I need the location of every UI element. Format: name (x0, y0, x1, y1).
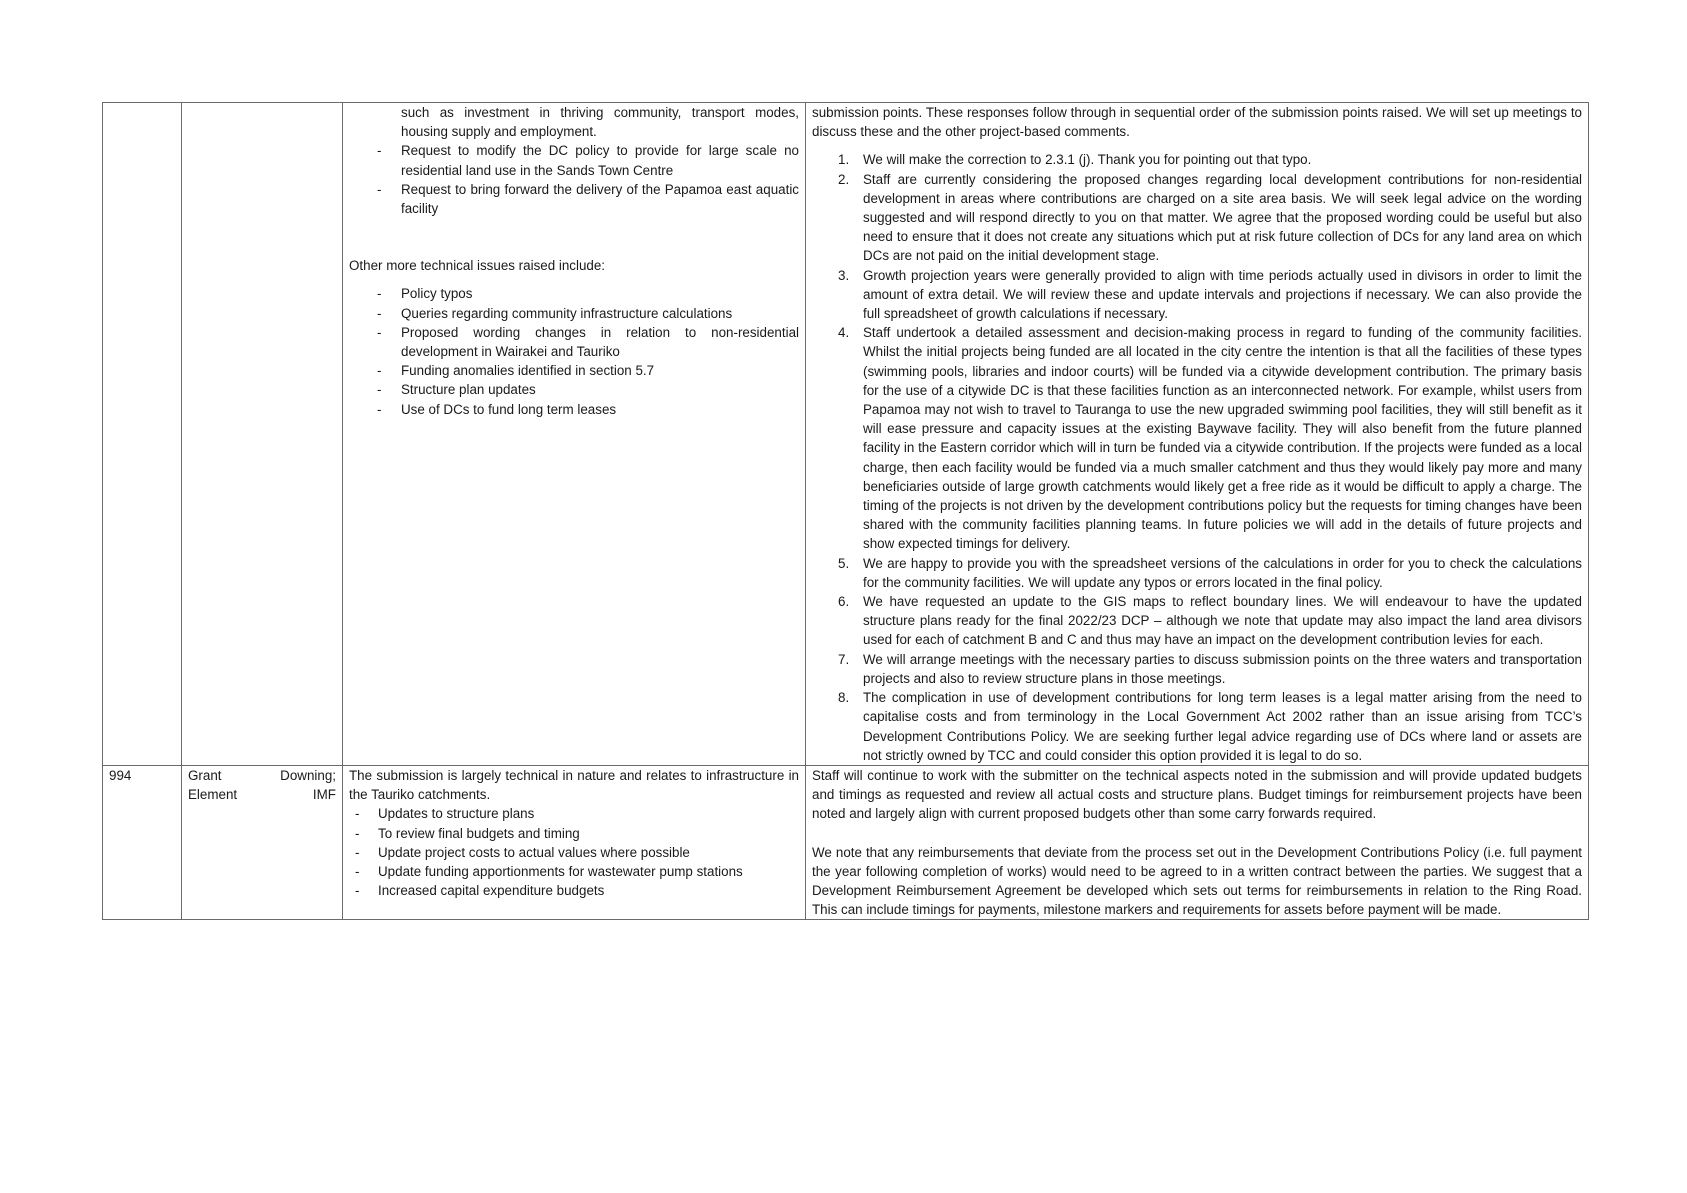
list-item: - Queries regarding community infrastructure calculations (349, 304, 799, 323)
summary-intro: The submission is largely technical in nature and relates to infrastructure in the Tauriko catchments. (349, 767, 799, 803)
list-text: We have requested an update to the GIS maps to reflect boundary lines. We will endeavour to have the updated structure plans ready for the final 2022/23 DCP – although we note that update may also impact the land area divisors used for each of catchment B and C and thus may have an impact on the development contribution levies for each. (863, 594, 1582, 648)
technical-issues-list (349, 284, 799, 418)
list-item (812, 266, 1582, 324)
list-number: 7. (838, 651, 850, 667)
list-item: - Structure plan updates (349, 380, 799, 399)
list-text: Staff undertook a detailed assessment and decision-making process in regard to funding of the community facilities. Whilst the initial projects being funded are all located in the city centre the intention is that all the facilities of these types (swimming pools, libraries and indoor courts) will be funded via a citywide development contribution. The primary basis for the use of a citywide DC is that these facilities function as an interconnected network. For example, whilst users from Papamoa may not wish to travel to Tauranga to use the new upgraded swimming pool facilities, they will still benefit as it will ease pressure and capacity issues at the existing Baywave facility. They will also benefit from the future planned facility in the Eastern corridor which will in turn be funded via a citywide contribution. If the projects were funded as a local charge, then each facility would be funded via a much smaller catchment and thus they would likely pay more and many beneficiaries outside of large growth catchments would likely get a free ride as it would be difficult to apply a charge. The timing of the projects is not driven by the development contributions policy but the requests for timing changes have been shared with the community facilities planning teams. In future policies we will add in the details of future projects and show expected timings for delivery. (863, 325, 1582, 552)
summary-continued-list (349, 103, 799, 218)
summary-list (349, 804, 799, 900)
list-item: - Policy typos (349, 284, 799, 303)
list-item (812, 150, 1582, 169)
submitter-organisation: Element IMF (188, 787, 336, 803)
list-item: - Increased capital expenditure budgets (349, 881, 799, 900)
list-number: 6. (838, 594, 850, 610)
table-row (103, 765, 1589, 919)
response-paragraph: We note that any reimbursements that deviate from the process set out in the Development Contributions Policy (i.e. full payment the year following completion of works) would need to be agreed to in a written contract between the parties. We suggest that a Development Reimbursement Agreement be developed which sets out terms for reimbursements in relation to the Ring Road. This can include timings for payments, milestone markers and requirements for assets before payment will be made. (812, 844, 1582, 918)
response-intro: submission points. These responses follow through in sequential order of the submission points raised. We will set up meetings to discuss these and the other project-based comments. (812, 105, 1582, 140)
response-cell (806, 103, 1589, 766)
list-item (812, 554, 1582, 592)
response-list (812, 150, 1582, 765)
list-item: - Use of DCs to fund long term leases (349, 400, 799, 419)
list-item (812, 323, 1582, 553)
spacer (349, 218, 799, 256)
list-item: - Request to modify the DC policy to provide for large scale no residential land use in the Sands Town Centre (349, 141, 799, 179)
list-item: - Request to bring forward the delivery of the Papamoa east aquatic facility (349, 180, 799, 218)
submissions-table (102, 102, 1589, 920)
table-row (103, 103, 1589, 766)
list-item: such as investment in thriving community, transport modes, housing supply and employment. (401, 105, 799, 140)
submission-id-cell: 994 (103, 765, 182, 919)
list-number: 3. (838, 267, 850, 283)
summary-cell (343, 765, 806, 919)
list-item: - Update project costs to actual values where possible (349, 843, 799, 862)
submitter-cell (182, 765, 343, 919)
response-cell (806, 765, 1589, 919)
list-text: Growth projection years were generally provided to align with time periods actually used in divisors in order to limit the amount of extra detail. We will review these and update intervals and projections if necessary. We can also provide the full spreadsheet of growth calculations if necessary. (863, 267, 1582, 322)
response-paragraph: Staff will continue to work with the submitter on the technical aspects noted in the submission and will provide updated budgets and timings as requested and review all actual costs and structure plans. Budget timings for reimbursement projects have been noted and largely align with current proposed budgets other than some carry forwards required. (812, 767, 1582, 822)
technical-issues-intro: Other more technical issues raised include: (349, 258, 606, 274)
submitter-name: Grant Downing; (188, 767, 336, 783)
list-item: - Updates to structure plans (349, 804, 799, 823)
submission-id-cell (103, 103, 182, 766)
list-item (812, 650, 1582, 688)
spacer (812, 824, 1582, 843)
list-number: 2. (838, 171, 850, 187)
list-number: 8. (838, 690, 850, 706)
list-item (812, 592, 1582, 650)
list-item (812, 688, 1582, 765)
list-text: We will make the correction to 2.3.1 (j). Thank you for pointing out that typo. (863, 152, 1312, 168)
list-text: Staff are currently considering the proposed changes regarding local development contributions for non-residential development in areas where contributions are charged on a site area basis. We will seek legal advice on the wording suggested and will respond directly to you on that matter. We agree that the proposed wording could be useful but also need to ensure that it does not create any situations which put at risk future collection of DCs for any land area on which DCs are not paid on the initial development stage. (863, 171, 1582, 264)
list-item: - Proposed wording changes in relation to non-residential development in Wairakei and Tauriko (349, 323, 799, 361)
spacer (349, 275, 799, 284)
list-number: 5. (838, 555, 850, 571)
summary-cell (343, 103, 806, 766)
list-item: - Funding anomalies identified in section 5.7 (349, 361, 799, 380)
list-item: - To review final budgets and timing (349, 824, 799, 843)
submitter-cell (182, 103, 343, 766)
list-number: 4. (838, 325, 850, 341)
list-text: We are happy to provide you with the spreadsheet versions of the calculations in order for you to check the calculations for the community facilities. We will update any typos or errors located in the final policy. (863, 555, 1582, 590)
list-item (812, 170, 1582, 266)
list-text: We will arrange meetings with the necessary parties to discuss submission points on the three waters and transportation projects and also to review structure plans in those meetings. (863, 651, 1582, 686)
list-number: 1. (838, 152, 850, 168)
list-text: The complication in use of development contributions for long term leases is a legal matter arising from the need to capitalise costs and from terminology in the Local Government Act 2002 rather than an issue arising from TCC’s Development Contributions Policy. We are seeking further legal advice regarding use of DCs where land or assets are not strictly owned by TCC and could consider this option provided it is legal to do so. (863, 690, 1582, 763)
list-item: - Update funding apportionments for wastewater pump stations (349, 862, 799, 881)
